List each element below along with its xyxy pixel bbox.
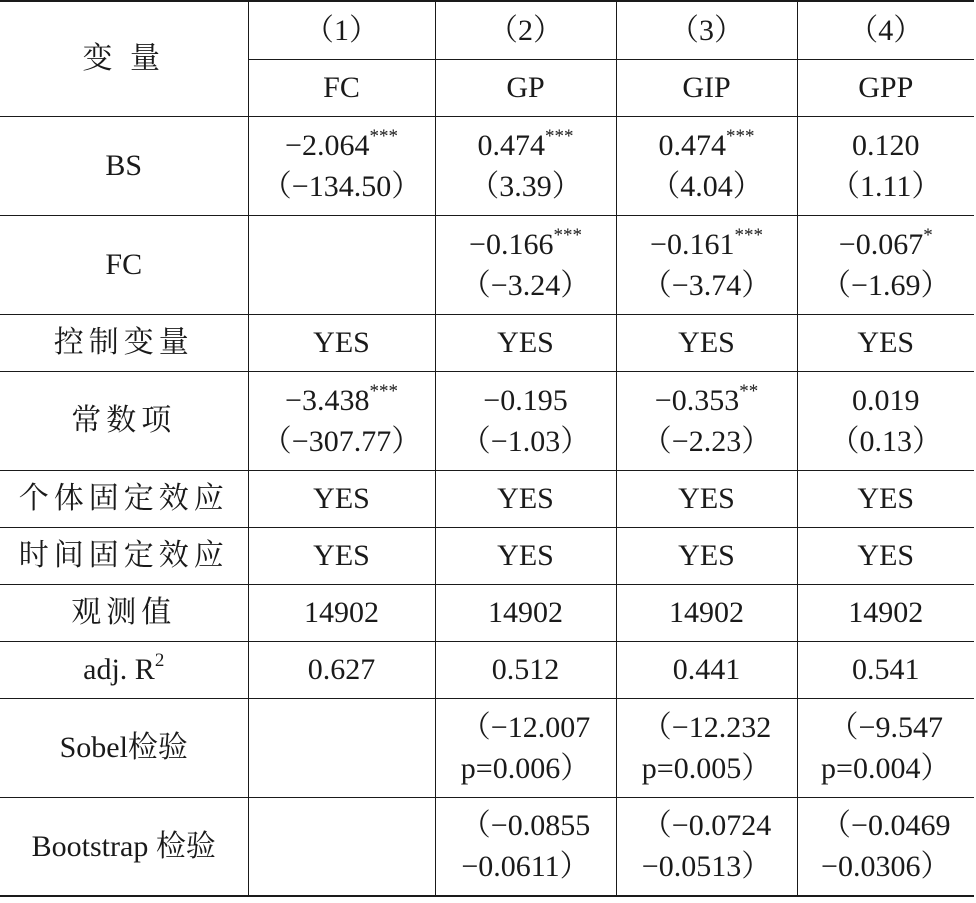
fc-cell-3 (616, 215, 797, 314)
constant-cell-1 (248, 371, 435, 470)
t-statistic: （−1.69） (821, 268, 951, 302)
coefficient: 0.019 (852, 383, 920, 417)
row-label-bs: BS (0, 116, 248, 215)
table-row-bootstrap (0, 797, 974, 896)
t-statistic: （−3.24） (460, 268, 591, 302)
row-label-individual-fe: 个体固定效应 (0, 470, 248, 527)
sobel-cell-4 (797, 698, 974, 797)
observations-cell-2: 14902 (435, 584, 616, 641)
bs-cell-1 (248, 116, 435, 215)
row-label-sobel: Sobel检验 (0, 698, 248, 797)
bootstrap-line-2: −0.0306） (821, 850, 951, 884)
significance-stars: *** (369, 125, 398, 147)
t-statistic: （−2.23） (641, 424, 772, 458)
coefficient: −0.161*** (650, 224, 763, 261)
variable-header: 变 量 (0, 1, 248, 116)
t-statistic: （−1.03） (460, 424, 591, 458)
coefficient: 0.120 (852, 128, 920, 162)
column-name-gpp: GPP (797, 59, 974, 116)
constant-cell-2 (435, 371, 616, 470)
sobel-line-1: （−9.547 (828, 710, 943, 744)
column-number-4: （4） (797, 1, 974, 59)
individual-fe-cell-3: YES (616, 470, 797, 527)
t-statistic: （−307.77） (261, 424, 422, 458)
sobel-line-1: （−12.232 (641, 710, 772, 744)
table-row-adj-r2 (0, 641, 974, 698)
sobel-line-2: p=0.006） (460, 751, 591, 785)
row-label-observations: 观测值 (0, 584, 248, 641)
time-fe-cell-3: YES (616, 527, 797, 584)
adj-r2-cell-1: 0.627 (248, 641, 435, 698)
observations-cell-1: 14902 (248, 584, 435, 641)
column-number-2: （2） (435, 1, 616, 59)
bootstrap-line-2: −0.0611） (461, 850, 590, 884)
significance-stars: ** (739, 380, 759, 402)
sobel-cell-2 (435, 698, 616, 797)
column-name-fc: FC (248, 59, 435, 116)
sobel-line-2: p=0.004） (821, 751, 951, 785)
table-row-time-fe (0, 527, 974, 584)
significance-stars: *** (553, 224, 582, 246)
table-row-fc (0, 215, 974, 314)
column-name-gp: GP (435, 59, 616, 116)
t-statistic: （1.11） (830, 169, 942, 203)
constant-cell-4 (797, 371, 974, 470)
t-statistic: （4.04） (650, 169, 763, 203)
adj-r2-cell-4: 0.541 (797, 641, 974, 698)
coefficient: −2.064*** (285, 125, 398, 162)
row-label-time-fe: 时间固定效应 (0, 527, 248, 584)
sobel-line-2: p=0.005） (641, 751, 772, 785)
column-number-1: （1） (248, 1, 435, 59)
row-label-controls: 控制变量 (0, 314, 248, 371)
bootstrap-cell-2 (435, 797, 616, 896)
row-label-adj-r2: adj. $R^2$ (0, 641, 248, 698)
bootstrap-cell-1 (248, 797, 435, 896)
t-statistic: （−3.74） (641, 268, 772, 302)
column-number-3: （3） (616, 1, 797, 59)
bootstrap-cell-4 (797, 797, 974, 896)
controls-cell-4: YES (797, 314, 974, 371)
bootstrap-line-1: （−0.0724 (641, 809, 772, 843)
significance-stars: * (923, 224, 933, 246)
fc-cell-2 (435, 215, 616, 314)
r2-exponent: 2 (154, 650, 165, 671)
bootstrap-cell-3 (616, 797, 797, 896)
controls-cell-3: YES (616, 314, 797, 371)
observations-cell-4: 14902 (797, 584, 974, 641)
sobel-cell-1 (248, 698, 435, 797)
t-statistic: （−134.50） (261, 169, 422, 203)
row-label-bootstrap: Bootstrap 检验 (0, 797, 248, 896)
fc-cell-1 (248, 215, 435, 314)
time-fe-cell-4: YES (797, 527, 974, 584)
adj-r2-cell-2: 0.512 (435, 641, 616, 698)
controls-cell-1: YES (248, 314, 435, 371)
observations-cell-3: 14902 (616, 584, 797, 641)
coefficient: 0.474*** (658, 125, 755, 162)
row-label-fc: FC (0, 215, 248, 314)
coefficient: −0.353** (654, 380, 759, 417)
controls-cell-2: YES (435, 314, 616, 371)
coefficient: 0.474*** (477, 125, 574, 162)
table-row-constant (0, 371, 974, 470)
individual-fe-cell-4: YES (797, 470, 974, 527)
bootstrap-line-2: −0.0513） (641, 850, 772, 884)
coefficient: −0.067* (838, 224, 933, 261)
table-row-sobel (0, 698, 974, 797)
coefficient: −3.438*** (285, 380, 398, 417)
sobel-cell-3 (616, 698, 797, 797)
row-label-constant: 常数项 (0, 371, 248, 470)
time-fe-cell-1: YES (248, 527, 435, 584)
significance-stars: *** (734, 224, 763, 246)
constant-cell-3 (616, 371, 797, 470)
t-statistic: （3.39） (469, 169, 582, 203)
coefficient: −0.195 (483, 383, 568, 417)
t-statistic: （0.13） (829, 424, 942, 458)
bootstrap-line-1: （−0.0469 (821, 809, 951, 843)
time-fe-cell-2: YES (435, 527, 616, 584)
significance-stars: *** (369, 380, 398, 402)
column-name-gip: GIP (616, 59, 797, 116)
table-row-bs (0, 116, 974, 215)
header-row-numbers (0, 1, 974, 59)
individual-fe-cell-2: YES (435, 470, 616, 527)
adj-r2-cell-3: 0.441 (616, 641, 797, 698)
fc-cell-4 (797, 215, 974, 314)
significance-stars: *** (726, 125, 755, 147)
bootstrap-line-1: （−0.0855 (460, 809, 591, 843)
table-row-controls (0, 314, 974, 371)
table-row-observations (0, 584, 974, 641)
bs-cell-3 (616, 116, 797, 215)
individual-fe-cell-1: YES (248, 470, 435, 527)
significance-stars: *** (545, 125, 574, 147)
bs-cell-4 (797, 116, 974, 215)
coefficient: −0.166*** (469, 224, 582, 261)
bs-cell-2 (435, 116, 616, 215)
table-row-individual-fe (0, 470, 974, 527)
sobel-line-1: （−12.007 (460, 710, 591, 744)
